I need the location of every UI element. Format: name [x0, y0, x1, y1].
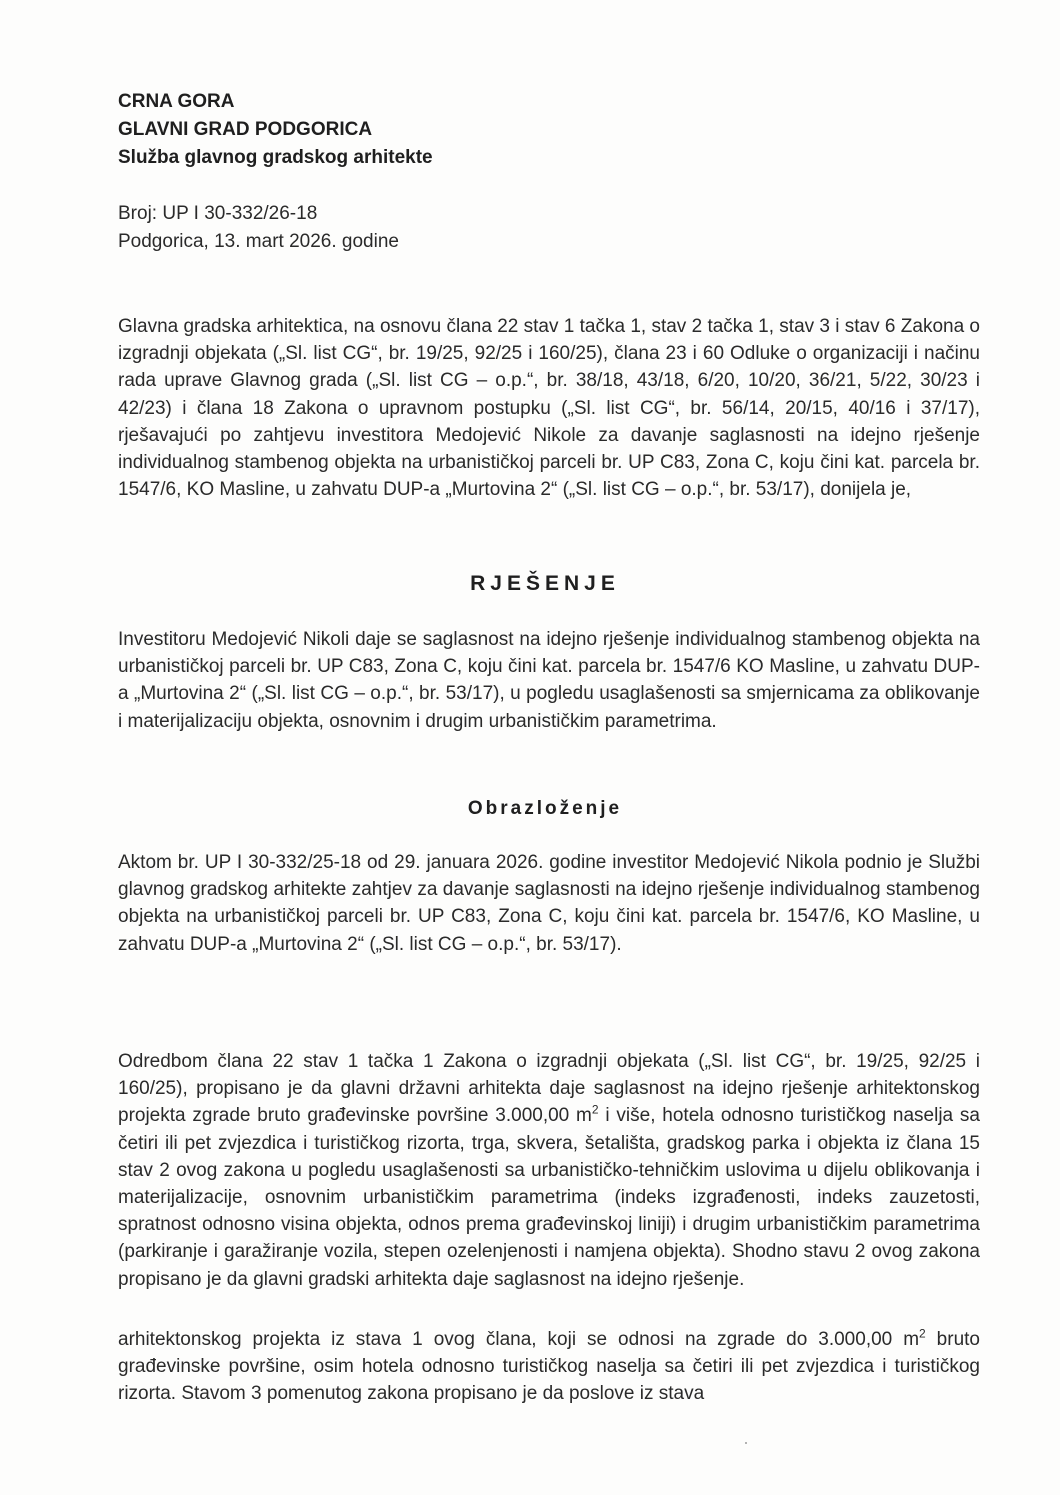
document-date: Podgorica, 13. mart 2026. godine	[118, 231, 399, 252]
paragraph-3-superscript: 2	[919, 1326, 926, 1341]
obrazlozenje-paragraph-3	[118, 1326, 980, 1408]
intro-paragraph: Glavna gradska arhitektica, na osnovu člana 22 stav 1 tačka 1, stav 2 tačka 1, stav 3 i stav 6 Zakona o izgradnji objekata („Sl. list CG“, br. 19/25, 92/25 i 160/25), člana 23 i 60 Odluke o organizaciji i načinu rada uprave Glavnog grada („Sl. list CG – o.p.“, br. 38/18, 43/18, 6/20, 10/20, 36/21, 5/22, 30/23 i 42/23) i člana 18 Zakona o upravnom postupku („Sl. list CG“, br. 56/14, 20/15, 40/16 i 37/17), rješavajući po zahtjevu investitora Medojević Nikole za davanje saglasnosti na idejno rješenje individualnog stambenog objekta na urbanističkoj parceli br. UP C83, Zona C, koju čini kat. parcela br. 1547/6, KO Masline, u zahvatu DUP-a „Murtovina 2“ („Sl. list CG – o.p.“, br. 53/17), donijela je,	[118, 316, 980, 501]
obrazlozenje-paragraph-1: Aktom br. UP I 30-332/25-18 od 29. januara 2026. godine investitor Medojević Nikola podnio je Službi glavnog gradskog arhitekte zahtjev za davanje saglasnosti na idejno rješenje individualnog stambenog objekta na urbanističkoj parceli br. UP C83, Zona C, koju čini kat. parcela br. 1547/6, KO Masline, u zahvatu DUP-a „Murtovina 2“ („Sl. list CG – o.p.“, br. 53/17).	[118, 852, 980, 955]
paragraph-3-text-b: bruto građevinske površine, osim hotela odnosno turističkog naselja sa četiri ili pet zvjezdica i turističkog rizorta. Stavom 3 pomenutog zakona propisano je da poslove iz stava	[118, 1329, 980, 1405]
paragraph-2-superscript: 2	[591, 1103, 599, 1118]
obrazlozenje-paragraph-2	[118, 1048, 980, 1293]
office-name: Služba glavnog gradskog arhitekte	[118, 147, 433, 168]
resenje-paragraph: Investitoru Medojević Nikoli daje se saglasnost na idejno rješenje individualnog stambenog objekta na urbanističkoj parceli br. UP C83, Zona C, koju čini kat. parcela br. 1547/6 KO Masline, u zahvatu DUP-a „Murtovina 2“ („Sl. list CG – o.p.“, br. 53/17), u pogledu usaglašenosti sa smjernicama za oblikovanje i materijalizaciju objekta, osnovnim i drugim urbanističkim parametrima.	[118, 629, 980, 732]
country-name: CRNA GORA	[118, 91, 235, 112]
document-meta	[118, 200, 399, 256]
paragraph-2-text-a: Odredbom člana 22 stav 1 tačka 1 Zakona o izgradnji objekata („Sl. list CG“, br. 19/25, 92/25 i 160/25), propisano je da glavni državni arhitekta daje saglasnost na idejno rješenje arhitektonskog projekta zgrade bruto građevinske površine 3.000,00 m	[118, 1051, 980, 1127]
letterhead	[118, 88, 433, 172]
obrazlozenje-heading: Obrazloženje	[467, 798, 623, 819]
city-name: GLAVNI GRAD PODGORICA	[118, 119, 373, 140]
resenje-heading: RJEŠENJE	[470, 572, 620, 595]
paragraph-3-text-a: arhitektonskog projekta iz stava 1 ovog člana, koji se odnosi na zgrade do 3.000,00 m	[118, 1329, 920, 1350]
scan-speck	[745, 1442, 747, 1444]
paragraph-2-text-b: i više, hotela odnosno turističkog naselja sa četiri ili pet zvjezdica i turističkog rizorta, trga, skvera, šetališta, gradskog parka i objekta iz člana 15 stav 2 ovog zakona u pogledu usaglašenosti sa urbanističko-tehničkim uslovima u dijelu oblikovanja i materijalizacije, osnovnim urbanističkim parametrima (indeks izgrađenosti, indeks zauzetosti, spratnost odnosno visina objekta, odnos prema građevinskoj liniji) i drugim urbanističkim parametrima (parkiranje i garažiranje vozila, stepen ozelenjenosti i namjena objekta). Shodno stavu 2 ovog zakona propisano je da glavni gradski arhitekta daje saglasnost na idejno rješenje.	[118, 1105, 980, 1290]
reference-number: Broj: UP I 30-332/26-18	[118, 203, 318, 224]
